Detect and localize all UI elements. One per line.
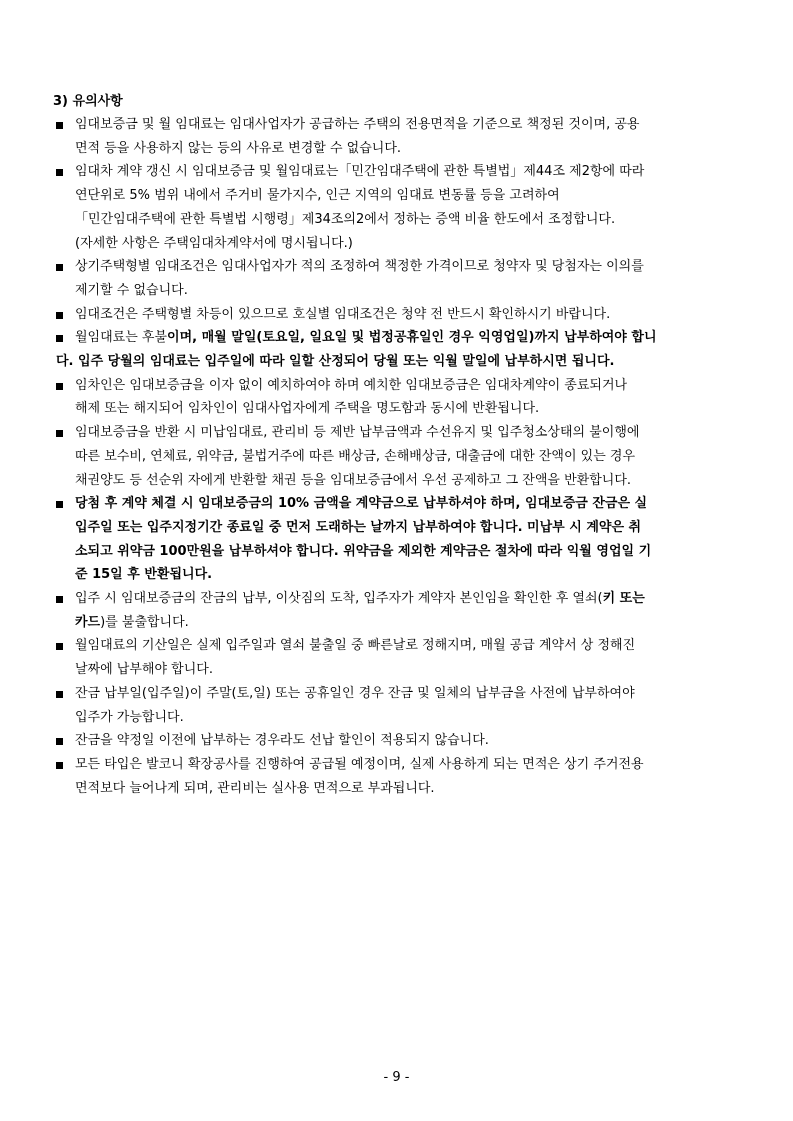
notice-line (75, 423, 735, 443)
notice-line (75, 305, 735, 325)
notice-text: 잔금 납부일(입주일)이 주말(토,일) 또는 공휴일인 경우 잔금 및 일체의 납부금을 사전에 납부하여야 (75, 685, 635, 701)
bullet-marker (56, 691, 63, 698)
notice-line (75, 636, 735, 656)
bullet-marker (56, 596, 63, 603)
notice-line (75, 613, 735, 633)
notice-text: 입주가 가능합니다. (75, 709, 184, 725)
notice-text: 모든 타입은 발코니 확장공사를 진행하여 공급될 예정이며, 실제 사용하게 되는 면적은 상기 주거전용 (75, 756, 644, 772)
notice-text: 면적 등을 사용하지 않는 등의 사유로 변경할 수 없습니다. (75, 140, 402, 156)
notice-text: 임대보증금 및 월 임대료는 임대사업자가 공급하는 주택의 전용면적을 기준으로 책정된 것이며, 공용 (75, 117, 640, 132)
notice-line (75, 210, 735, 230)
notice-line (75, 684, 735, 704)
notice-text: 임대보증금을 반환 시 미납임대료, 관리비 등 제반 납부금액과 수선유지 및 입주청소상태의 불이행에 (75, 425, 640, 441)
notice-text: 입주 시 임대보증금의 잔금의 납부, 이삿짐의 도착, 입주자가 계약자 본인임을 확인한 후 열쇠( (75, 591, 603, 606)
emphasis-text: 준 15일 후 반환됩니다. (75, 567, 213, 583)
notice-line (75, 589, 735, 609)
notice-line (75, 162, 735, 182)
notice-text: 날짜에 납부해야 합니다. (75, 662, 213, 678)
notice-line (75, 328, 735, 348)
emphasis-text: 소되고 위약금 100만원을 납부하셔야 합니다. 위약금을 제외한 계약금은 절차에 따라 익월 영업일 기 (75, 543, 652, 559)
notice-line (75, 660, 735, 680)
page-number: - 9 - (383, 1070, 410, 1085)
notice-text: 월임대료의 기산일은 실제 입주일과 열쇠 불출일 중 빠른날로 정해지며, 매월 공급 계약서 상 정해진 (75, 638, 636, 654)
notice-line (75, 115, 735, 135)
notice-text: 연단위로 5% 범위 내에서 주거비 물가지수, 인근 지역의 임대료 변동률 등을 고려하여 (75, 188, 560, 204)
emphasis-text: 키 또는 (602, 591, 645, 606)
bullet-marker (56, 643, 63, 650)
notice-text: 임대조건은 주택형별 차등이 있으므로 호실별 임대조건은 청약 전 반드시 확인하시기 바랍니다. (75, 306, 611, 322)
bullet-marker (56, 335, 63, 342)
notice-line (75, 376, 735, 396)
notice-text: 임대차 계약 갱신 시 임대보증금 및 월임대료는「민간임대주택에 관한 특별법」제44조 제2항에 따라 (75, 164, 645, 180)
emphasis-text: 이며, 매월 말일(토요일, 일요일 및 법정공휴일인 경우 익영업일)까지 납부하여야 합니 (167, 330, 657, 346)
bullet-marker (56, 264, 63, 271)
notice-text: 임차인은 임대보증금을 이자 없이 예치하여야 하며 예치한 임대보증금은 임대차계약이 종료되거나 (75, 377, 628, 393)
emphasis-text: 당첨 후 계약 체결 시 임대보증금의 10% 금액을 계약금으로 납부하셔야 하며, 임대보증금 잔금은 실 (75, 496, 648, 512)
emphasis-text: 다. 입주 당월의 임대료는 입주일에 따라 일할 산정되어 당월 또는 익월 말일에 납부하시면 됩니다. (56, 354, 615, 369)
notice-line (75, 234, 735, 254)
notice-line (75, 518, 735, 538)
notice-text: 해제 또는 해지되어 임차인이 임대사업자에게 주택을 명도함과 동시에 반환됩니다. (75, 401, 540, 417)
notice-line (75, 731, 735, 751)
notice-line (75, 399, 735, 419)
bullet-marker (56, 122, 63, 129)
notice-line (75, 755, 735, 775)
notice-line (75, 257, 735, 277)
notice-line (75, 494, 735, 514)
emphasis-text: 카드 (75, 614, 101, 630)
notice-line (75, 139, 735, 159)
notice-line (75, 447, 735, 467)
bullet-marker (56, 738, 63, 745)
notice-text: (자세한 사항은 주택임대차계약서에 명시됩니다.) (75, 235, 353, 251)
notice-line (75, 281, 735, 301)
section-title: 3) 유의사항 (53, 94, 123, 109)
notice-text: 상기주택형별 임대조건은 임대사업자가 적의 조정하여 책정한 가격이므로 청약자 및 당첨자는 이의를 (75, 259, 644, 275)
notice-text: 잔금을 약정일 이전에 납부하는 경우라도 선납 할인이 적용되지 않습니다. (75, 733, 489, 749)
bullet-marker (56, 501, 63, 508)
notice-line (75, 471, 735, 491)
bullet-marker (56, 762, 63, 769)
bullet-marker (56, 312, 63, 319)
notice-text: 「민간임대주택에 관한 특별법 시행령」제34조의2에서 정하는 증액 비율 한도에서 조정합니다. (75, 211, 616, 227)
emphasis-text: 입주일 또는 입주지정기간 종료일 중 먼저 도래하는 날까지 납부하여야 합니다. 미납부 시 계약은 취 (75, 519, 642, 535)
bullet-marker (56, 169, 63, 176)
notice-line (75, 186, 735, 206)
notice-line (56, 352, 716, 372)
bullet-marker (56, 383, 63, 390)
notice-line (75, 565, 735, 585)
notice-text: 면적보다 늘어나게 되며, 관리비는 실사용 면적으로 부과됩니다. (75, 780, 435, 796)
notice-line (75, 708, 735, 728)
notice-text: 제기할 수 없습니다. (75, 282, 188, 298)
notice-text: 따른 보수비, 연체료, 위약금, 불법거주에 따른 배상금, 손해배상금, 대출금에 대한 잔액이 있는 경우 (75, 448, 636, 464)
notice-text: 채권양도 등 선순위 자에게 반환할 채권 등을 임대보증금에서 우선 공제하고 그 잔액을 반환합니다. (75, 472, 632, 488)
notice-text: 월임대료는 후불 (75, 330, 168, 346)
notice-text: )를 불출합니다. (100, 614, 189, 630)
notice-line (75, 779, 735, 799)
bullet-marker (56, 430, 63, 437)
notice-line (75, 542, 735, 562)
